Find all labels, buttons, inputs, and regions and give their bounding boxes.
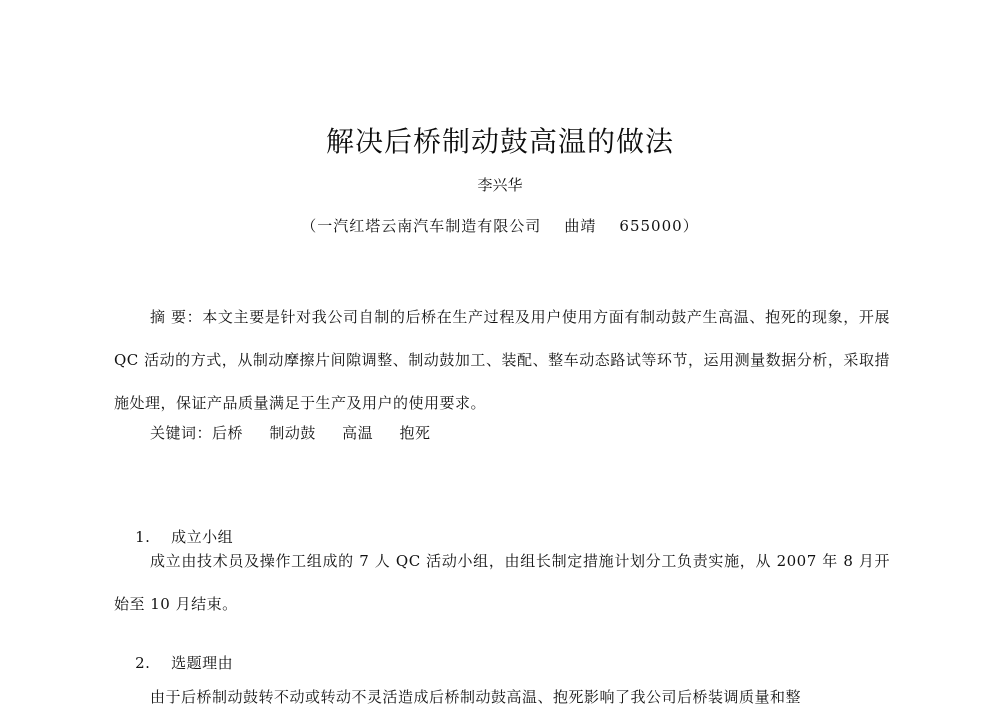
section-title: 成立小组 xyxy=(171,528,234,546)
author-name: 李兴华 xyxy=(477,176,523,194)
paper-title: 解决后桥制动鼓高温的做法 xyxy=(325,125,674,158)
abstract-paragraph: 摘 要：本文主要是针对我公司自制的后桥在生产过程及用户使用方面有制动鼓产生高温、抱死的现象，开展 QC 活动的方式，从制动摩擦片间隙调整、制动鼓加工、装配、整车动态路试等环节，运用测量数据分析，采取措施处理，保证产品质量满足于生产及用户的使用要求。 xyxy=(114,308,890,412)
section-number: 1. xyxy=(135,528,151,546)
section-title: 选题理由 xyxy=(171,654,234,672)
section-number: 2. xyxy=(135,654,151,672)
section-1-paragraph: 成立由技术员及操作工组成的 7 人 QC 活动小组，由组长制定措施计划分工负责实施，从 2007 年 8 月开始至 10 月结束。 xyxy=(114,552,890,613)
section-2-paragraph: 由于后桥制动鼓转不动或转动不灵活造成后桥制动鼓高温、抱死影响了我公司后桥装调质量和整 xyxy=(150,688,802,706)
keywords-line: 关键词：后桥 制动鼓 高温 抱死 xyxy=(150,424,431,442)
author-affiliation: （一汽红塔云南汽车制造有限公司 曲靖 655000） xyxy=(301,217,699,235)
